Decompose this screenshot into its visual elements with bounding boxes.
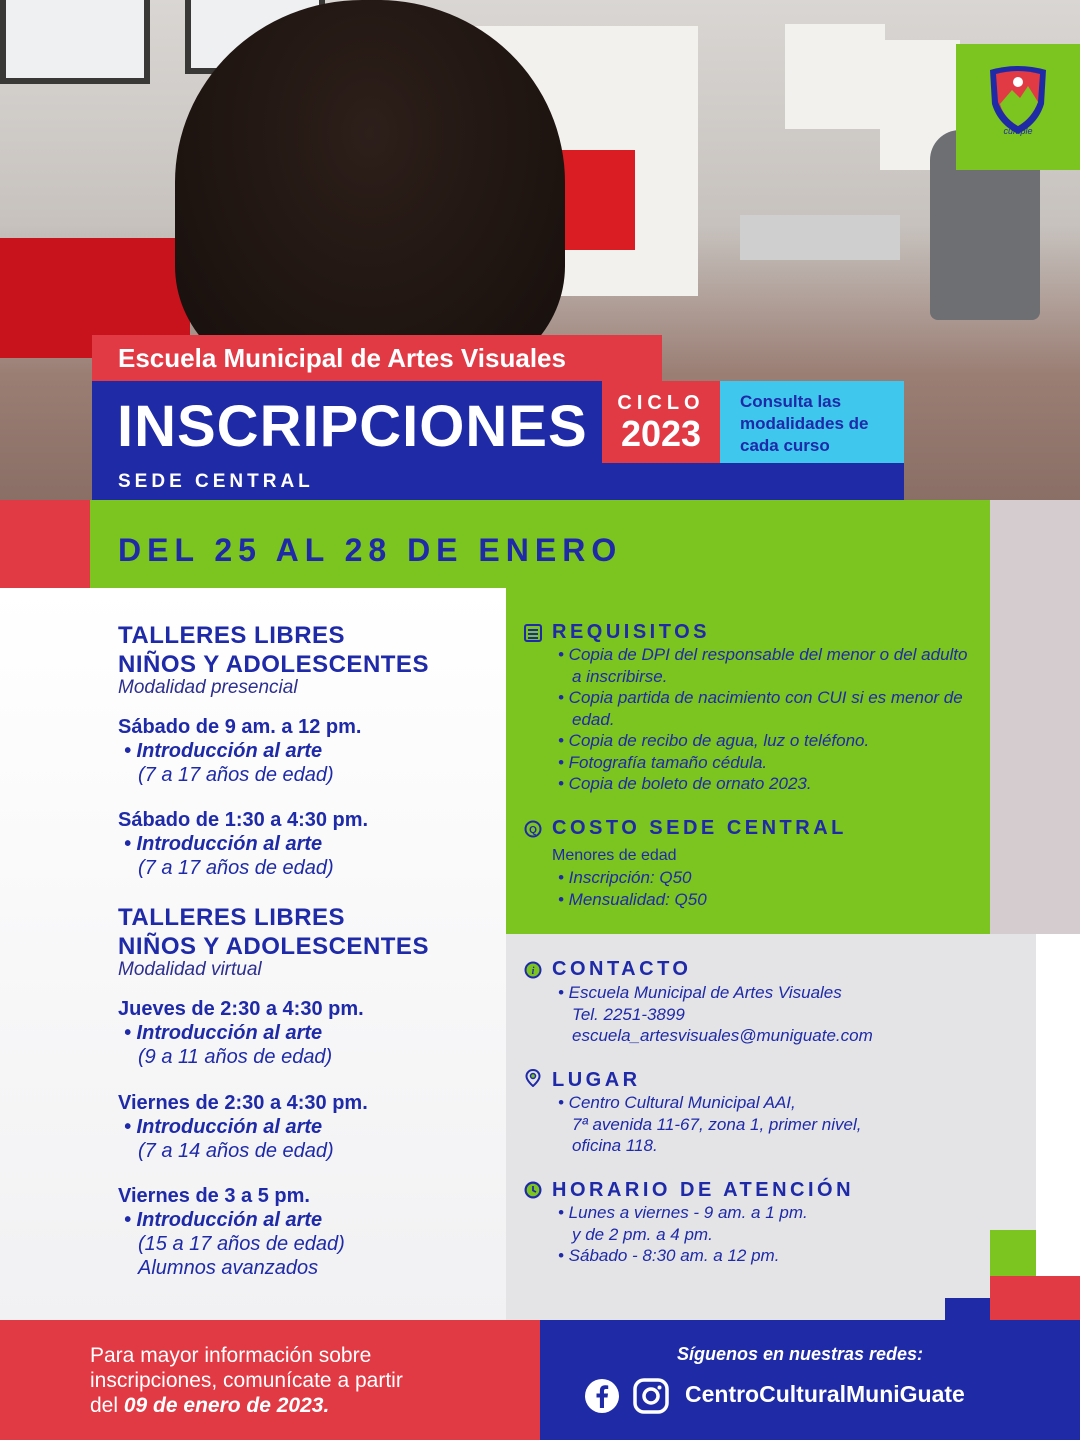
consulta-line-1: Consulta las xyxy=(740,392,842,411)
slot-time: Jueves de 2:30 a 4:30 pm. xyxy=(118,998,364,1020)
school-name: Escuela Municipal de Artes Visuales xyxy=(118,343,566,373)
ciclo-year: 2023 xyxy=(620,413,702,454)
slot-course: • Introducción al arte xyxy=(124,740,323,762)
instagram-icon[interactable] xyxy=(633,1378,669,1414)
slot-course: • Introducción al arte xyxy=(124,1209,323,1231)
schedule-slot xyxy=(118,1184,345,1280)
virtual-title-line-2: NIÑOS Y ADOLESCENTES xyxy=(118,933,429,960)
slot-age: (7 a 17 años de edad) xyxy=(138,857,334,879)
footer-info-date: 09 de enero de 2023. xyxy=(123,1394,330,1417)
checklist-icon xyxy=(524,624,542,642)
hours-line-1: • Lunes a viernes - 9 am. a 1 pm. xyxy=(558,1203,808,1222)
list-item: • Copia partida de nacimiento con CUI si es menor de edad. xyxy=(558,688,963,729)
location-list xyxy=(558,1092,998,1157)
schedule-slot xyxy=(118,997,364,1069)
svg-text:Q: Q xyxy=(529,825,537,836)
presencial-title-line-1: TALLERES LIBRES xyxy=(118,622,346,649)
presencial-title xyxy=(118,621,429,679)
list-item: • Inscripción: Q50 xyxy=(558,868,692,887)
follow-text: Síguenos en nuestras redes: xyxy=(676,1344,924,1364)
cost-group: Menores de edad xyxy=(552,847,677,864)
contact-phone[interactable]: Tel. 2251-3899 xyxy=(572,1004,685,1024)
hours-heading: HORARIO DE ATENCIÓN xyxy=(552,1179,855,1201)
slot-age: (7 a 17 años de edad) xyxy=(138,764,334,786)
list-item: • Copia de recibo de agua, luz o teléfono. xyxy=(558,731,870,750)
slot-time: Sábado de 9 am. a 12 pm. xyxy=(118,716,362,738)
location-line-2: 7ª avenida 11-67, zona 1, primer nivel, xyxy=(572,1114,862,1134)
consulta-line-3: cada curso xyxy=(740,436,830,455)
virtual-title xyxy=(118,903,429,961)
schedule-slot xyxy=(118,808,368,880)
virtual-title-line-1: TALLERES LIBRES xyxy=(118,904,346,931)
easel-canvas-2 xyxy=(785,24,885,129)
location-pin-icon xyxy=(524,1069,542,1087)
footer-info-text xyxy=(90,1343,530,1418)
slot-time: Viernes de 2:30 a 4:30 pm. xyxy=(118,1092,368,1114)
contact-list xyxy=(558,982,998,1047)
schedule-slot xyxy=(118,1091,368,1163)
social-handle[interactable]: CentroCulturalMuniGuate xyxy=(685,1381,965,1407)
location-line-1: • Centro Cultural Municipal AAI, xyxy=(558,1093,796,1112)
hours-line-3: • Sábado - 8:30 am. a 12 pm. xyxy=(558,1246,780,1265)
slot-course: • Introducción al arte xyxy=(124,1116,323,1138)
location-heading: LUGAR xyxy=(552,1069,641,1091)
student-figure xyxy=(175,0,565,380)
municipal-shield-logo xyxy=(986,64,1050,136)
consulta-box xyxy=(720,381,904,463)
cost-heading: COSTO SEDE CENTRAL xyxy=(552,817,847,839)
ciclo-label: CICLO xyxy=(617,392,705,414)
slot-course: • Introducción al arte xyxy=(124,833,323,855)
list-item: • Copia de DPI del responsable del menor o del adulto a inscribirse. xyxy=(558,645,968,686)
footer-social-band xyxy=(540,1320,1080,1440)
presencial-title-line-2: NIÑOS Y ADOLESCENTES xyxy=(118,651,429,678)
page-title: INSCRIPCIONES xyxy=(117,394,588,459)
clock-icon xyxy=(524,1181,542,1199)
slot-time: Sábado de 1:30 a 4:30 pm. xyxy=(118,809,369,831)
footer-info-line-2: inscripciones, comunícate a partir xyxy=(90,1369,403,1392)
red-accent-square xyxy=(990,1276,1080,1320)
school-band xyxy=(92,335,662,381)
schedule-slot xyxy=(118,715,361,787)
slot-age: (7 a 14 años de edad) xyxy=(138,1140,334,1162)
svg-text:i: i xyxy=(531,966,535,977)
requirements-heading: REQUISITOS xyxy=(552,621,710,643)
coin-icon xyxy=(524,820,542,838)
ciclo-badge xyxy=(602,381,720,463)
grey-accent-block xyxy=(990,500,1080,934)
consulta-line-2: modalidades de xyxy=(740,414,869,433)
logo-text: cumple xyxy=(1003,126,1033,136)
slot-course: • Introducción al arte xyxy=(124,1022,323,1044)
contact-email[interactable]: escuela_artesvisuales@muniguate.com xyxy=(572,1026,873,1045)
slot-time: Viernes de 3 a 5 pm. xyxy=(118,1185,310,1207)
info-icon xyxy=(524,961,542,979)
table xyxy=(740,215,900,260)
blue-accent-square xyxy=(945,1298,990,1320)
window-left xyxy=(0,0,150,84)
contact-name: • Escuela Municipal de Artes Visuales xyxy=(558,983,842,1002)
slot-note: Alumnos avanzados xyxy=(138,1257,319,1279)
footer-info-pre: del xyxy=(90,1394,124,1417)
page-subtitle: SEDE CENTRAL xyxy=(118,471,314,492)
hours-list xyxy=(558,1202,998,1267)
presencial-modality: Modalidad presencial xyxy=(118,677,298,698)
virtual-modality: Modalidad virtual xyxy=(118,959,262,980)
footer-info-line-1: Para mayor información sobre xyxy=(90,1344,372,1367)
green-accent-square xyxy=(990,1230,1036,1276)
contact-heading: CONTACTO xyxy=(552,958,692,980)
location-line-3: oficina 118. xyxy=(572,1136,658,1155)
list-item: • Copia de boleto de ornato 2023. xyxy=(558,774,812,793)
slot-age: (9 a 11 años de edad) xyxy=(138,1046,333,1068)
facebook-icon[interactable] xyxy=(584,1378,620,1414)
red-accent-block xyxy=(0,500,90,588)
cost-list xyxy=(558,867,858,910)
list-item: • Fotografía tamaño cédula. xyxy=(558,752,768,772)
slot-age: (15 a 17 años de edad) xyxy=(138,1233,345,1255)
requirements-list xyxy=(558,644,968,795)
list-item: • Mensualidad: Q50 xyxy=(558,889,707,909)
hours-line-2: y de 2 pm. a 4 pm. xyxy=(572,1224,713,1244)
registration-dates: DEL 25 AL 28 DE ENERO xyxy=(118,532,623,568)
